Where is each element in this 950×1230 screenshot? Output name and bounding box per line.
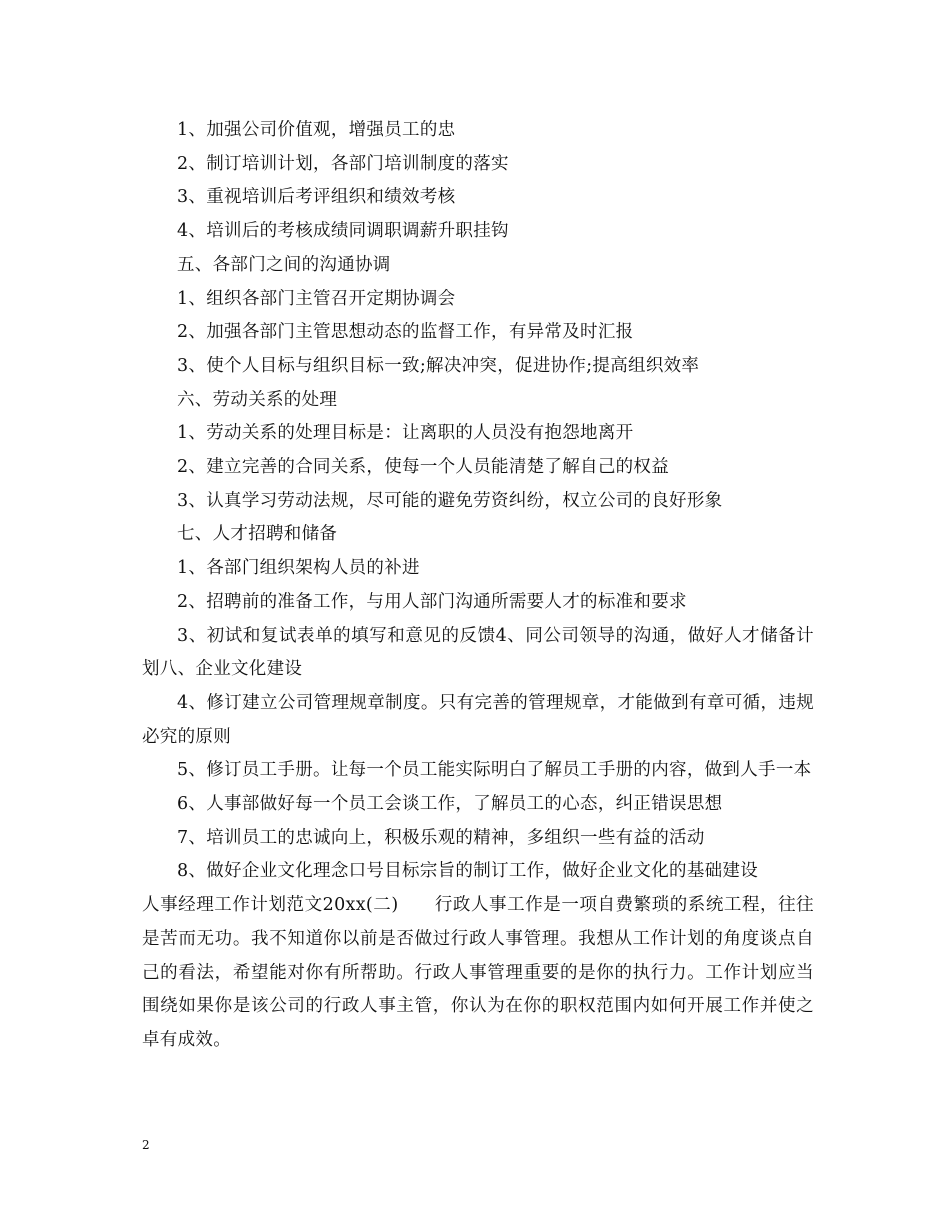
paragraph-18: 5、修订员工手册。让每一个员工能实际明白了解员工手册的内容，做到人手一本	[177, 760, 812, 781]
paragraph-15: 2、招聘前的准备工作，与用人部门沟通所需要人才的标准和要求	[177, 591, 687, 612]
paragraph-11: 2、建立完善的合同关系，使每一个人员能清楚了解自己的权益	[177, 457, 670, 478]
paragraph-19: 6、人事部做好每一个员工会谈工作，了解员工的心态，纠正错误思想	[177, 794, 723, 815]
paragraph-6: 1、组织各部门主管召开定期协调会	[177, 288, 456, 309]
paragraph-3: 3、重视培训后考评组织和绩效考核	[177, 187, 456, 208]
section-heading-6: 六、劳动关系的处理	[177, 389, 338, 410]
paragraph-21: 8、做好企业文化理念口号目标宗旨的制订工作，做好企业文化的基础建设	[177, 861, 759, 882]
final-paragraph: 人事经理工作计划范文20xx(二) 行政人事工作是一项自费繁琐的系统工程，往往是苦而无功。我不知道你以前是否做过行政人事管理。我想从工作计划的角度谈点自己的看法，希望能对你有所帮助。行政人事管理重要的是你的执行力。工作计划应当围绕如果你是该公司的行政人事主管，你认为在你的职权范围内如何开展工作并使之卓有成效。	[142, 895, 814, 1050]
paragraph-4: 4、培训后的考核成绩同调职调薪升职挂钩	[177, 221, 509, 242]
paragraph-17: 4、修订建立公司管理规章制度。只有完善的管理规章，才能做到有章可循，违规必究的原则	[142, 692, 814, 747]
paragraph-2: 2、制订培训计划，各部门培训制度的落实	[177, 153, 509, 174]
paragraph-20: 7、培训员工的忠诚向上，积极乐观的精神，多组织一些有益的活动	[177, 827, 705, 848]
paragraph-10: 1、劳动关系的处理目标是：让离职的人员没有抱怨地离开	[177, 423, 634, 444]
document-body	[142, 114, 814, 1058]
paragraph-1: 1、加强公司价值观，增强员工的忠	[177, 120, 456, 140]
paragraph-8: 3、使个人目标与组织目标一致;解决冲突，促进协作;提高组织效率	[177, 355, 700, 376]
page-number: 2	[142, 1138, 150, 1152]
paragraph-16: 3、初试和复试表单的填写和意见的反馈4、同公司领导的沟通，做好人才储备计划八、企业文化建设	[142, 625, 814, 680]
paragraph-7: 2、加强各部门主管思想动态的监督工作，有异常及时汇报	[177, 322, 634, 343]
paragraph-14: 1、各部门组织架构人员的补进	[177, 558, 420, 579]
paragraph-12: 3、认真学习劳动法规，尽可能的避免劳资纠纷，权立公司的良好形象	[177, 490, 723, 511]
section-heading-5: 五、各部门之间的沟通协调	[177, 254, 391, 275]
section-heading-7: 七、人才招聘和储备	[177, 524, 338, 545]
